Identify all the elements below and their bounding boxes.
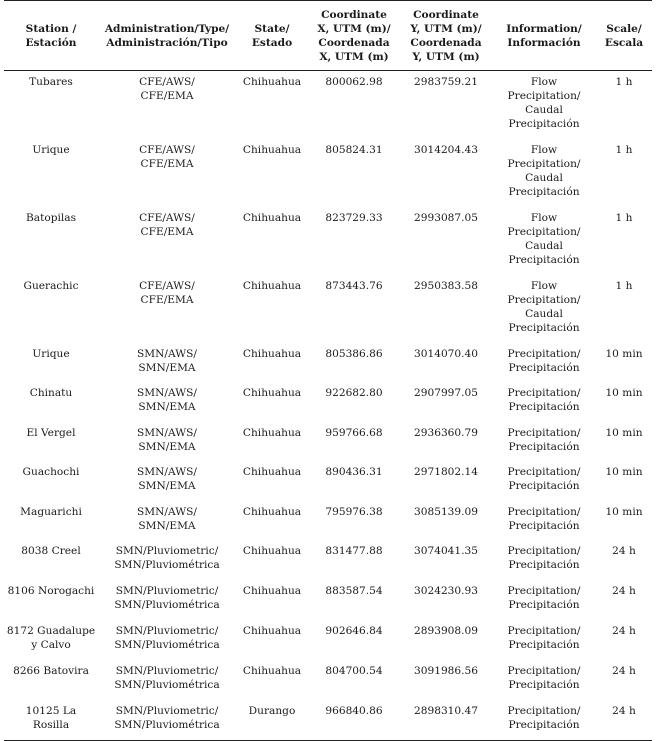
coordinate-y-cell: 3074041.35 [413, 545, 479, 557]
station-cell: 8038 Creel [21, 545, 81, 557]
coordinate-x-cell: 831477.88 [325, 545, 383, 557]
scale-cell: 24 h [612, 665, 636, 677]
scale-cell: 10 min [605, 387, 643, 399]
station-cell: Batopilas [25, 211, 77, 224]
state-cell: Chihuahua [242, 625, 302, 637]
scale-cell: 1 h [615, 279, 633, 292]
station-cell: Guerachic [23, 279, 79, 292]
coordinate-y-cell: 3024230.93 [413, 585, 479, 597]
header-information: Information/ Información [506, 23, 582, 49]
coordinate-x-cell: 805386.86 [325, 347, 383, 360]
station-cell: Tubares [29, 76, 73, 88]
state-cell: Chihuahua [242, 665, 302, 677]
coordinate-y-cell: 3014070.40 [413, 347, 479, 360]
coordinate-x-cell: 805824.31 [325, 143, 383, 156]
administration-cell: SMN/Pluviometric/ SMN/Pluviométrica [114, 545, 220, 571]
stations-table [4, 0, 652, 741]
state-cell: Chihuahua [242, 347, 302, 360]
administration-cell: SMN/Pluviometric/ SMN/Pluviométrica [114, 625, 220, 651]
state-cell: Chihuahua [242, 76, 302, 88]
scale-cell: 24 h [612, 625, 636, 637]
table-row [4, 275, 652, 343]
coordinate-x-cell: 804700.54 [325, 665, 383, 677]
header-state: State/ Estado [251, 23, 293, 49]
header-coordinate-x: Coordinate X, UTM (m)/ Coordenada X, UTM (m) [317, 9, 391, 63]
administration-cell: CFE/AWS/ CFE/EMA [139, 211, 195, 238]
state-cell: Chihuahua [242, 279, 302, 292]
table-row [4, 620, 652, 660]
coordinate-y-cell: 3014204.43 [413, 143, 479, 156]
coordinate-y-cell: 2950383.58 [413, 279, 479, 292]
administration-cell: SMN/Pluviometric/ SMN/Pluviométrica [114, 705, 220, 731]
coordinate-x-cell: 902646.84 [325, 625, 383, 637]
scale-cell: 10 min [605, 347, 643, 360]
header-station: Station / Estación [25, 23, 77, 49]
coordinate-y-cell: 2993087.05 [413, 211, 479, 224]
information-cell: Precipitation/ Precipitación [507, 545, 581, 571]
coordinate-y-cell: 3091986.56 [413, 665, 479, 677]
information-cell: Precipitation/ Precipitación [507, 426, 581, 453]
coordinate-x-cell: 883587.54 [325, 585, 383, 597]
scale-cell: 24 h [612, 705, 636, 717]
station-cell: Urique [32, 347, 70, 360]
header-administration-type: Administration/Type/ Administración/Tipo [104, 23, 230, 49]
table-row [4, 540, 652, 580]
coordinate-y-cell: 2893908.09 [413, 625, 479, 637]
information-cell: Flow Precipitation/ Caudal Precipitación [507, 76, 581, 130]
table-row [4, 422, 652, 462]
table-row [4, 700, 652, 740]
scale-cell: 10 min [605, 426, 643, 439]
coordinate-x-cell: 800062.98 [325, 76, 383, 88]
administration-cell: SMN/Pluviometric/ SMN/Pluviométrica [114, 665, 220, 691]
coordinate-x-cell: 959766.68 [325, 426, 383, 439]
information-cell: Precipitation/ Precipitación [507, 585, 581, 611]
station-cell: Urique [32, 143, 70, 156]
scale-cell: 24 h [612, 585, 636, 597]
state-cell: Chihuahua [242, 211, 302, 224]
coordinate-x-cell: 795976.38 [325, 505, 383, 518]
state-cell: Chihuahua [242, 466, 302, 478]
scale-cell: 10 min [605, 505, 643, 518]
administration-cell: CFE/AWS/ CFE/EMA [139, 76, 195, 102]
station-cell: 8266 Batovira [13, 665, 89, 677]
table-row [4, 343, 652, 383]
information-cell: Precipitation/ Precipitación [507, 466, 581, 492]
state-cell: Chihuahua [242, 387, 302, 399]
coordinate-y-cell: 3085139.09 [413, 505, 479, 518]
scale-cell: 1 h [615, 76, 633, 88]
state-cell: Durango [248, 705, 296, 717]
administration-cell: SMN/AWS/ SMN/EMA [137, 426, 197, 453]
scale-cell: 1 h [615, 143, 633, 156]
state-cell: Chihuahua [242, 505, 302, 518]
scale-cell: 1 h [615, 211, 633, 224]
table-row [4, 207, 652, 275]
scale-cell: 24 h [612, 545, 636, 557]
information-cell: Precipitation/ Precipitación [507, 665, 581, 691]
state-cell: Chihuahua [242, 585, 302, 597]
table-row [4, 71, 652, 139]
station-cell: Guachochi [22, 466, 80, 478]
coordinate-x-cell: 890436.31 [325, 466, 383, 478]
information-cell: Precipitation/ Precipitación [507, 625, 581, 651]
administration-cell: SMN/AWS/ SMN/EMA [137, 347, 197, 374]
administration-cell: SMN/Pluviometric/ SMN/Pluviométrica [114, 585, 220, 611]
information-cell: Flow Precipitation/ Caudal Precipitación [507, 143, 581, 198]
coordinate-x-cell: 823729.33 [325, 211, 383, 224]
administration-cell: SMN/AWS/ SMN/EMA [137, 466, 197, 492]
table-row [4, 461, 652, 501]
station-cell: Maguarichi [20, 505, 82, 518]
coordinate-y-cell: 2971802.14 [413, 466, 479, 478]
coordinate-y-cell: 2898310.47 [413, 705, 479, 717]
administration-cell: SMN/AWS/ SMN/EMA [137, 505, 197, 532]
table-row [4, 501, 652, 541]
table-row [4, 660, 652, 700]
coordinate-y-cell: 2983759.21 [413, 76, 479, 88]
station-cell: El Vergel [26, 426, 76, 439]
state-cell: Chihuahua [242, 545, 302, 557]
coordinate-x-cell: 966840.86 [325, 705, 383, 717]
information-cell: Precipitation/ Precipitación [507, 347, 581, 374]
header-row [4, 1, 652, 71]
state-cell: Chihuahua [242, 143, 302, 156]
coordinate-x-cell: 873443.76 [325, 279, 383, 292]
header-scale: Scale/ Escala [604, 23, 644, 49]
information-cell: Flow Precipitation/ Caudal Precipitación [507, 211, 581, 266]
information-cell: Precipitation/ Precipitación [507, 505, 581, 532]
station-cell: 10125 La Rosilla [25, 705, 77, 731]
station-cell: 8172 Guadalupe y Calvo [6, 625, 96, 651]
coordinate-y-cell: 2936360.79 [413, 426, 479, 439]
scale-cell: 10 min [605, 466, 643, 478]
administration-cell: CFE/AWS/ CFE/EMA [139, 143, 195, 170]
administration-cell: CFE/AWS/ CFE/EMA [139, 279, 195, 306]
station-cell: 8106 Norogachi [7, 585, 95, 597]
table-row [4, 580, 652, 620]
information-cell: Precipitation/ Precipitación [507, 387, 581, 413]
administration-cell: SMN/AWS/ SMN/EMA [137, 387, 197, 413]
coordinate-y-cell: 2907997.05 [413, 387, 479, 399]
coordinate-x-cell: 922682.80 [325, 387, 383, 399]
table-row [4, 382, 652, 422]
table-row [4, 139, 652, 207]
header-coordinate-y: Coordinate Y, UTM (m)/ Coordenada Y, UTM (m) [410, 9, 482, 63]
information-cell: Precipitation/ Precipitación [507, 705, 581, 731]
station-cell: Chinatu [29, 387, 73, 399]
information-cell: Flow Precipitation/ Caudal Precipitación [507, 279, 581, 334]
state-cell: Chihuahua [242, 426, 302, 439]
